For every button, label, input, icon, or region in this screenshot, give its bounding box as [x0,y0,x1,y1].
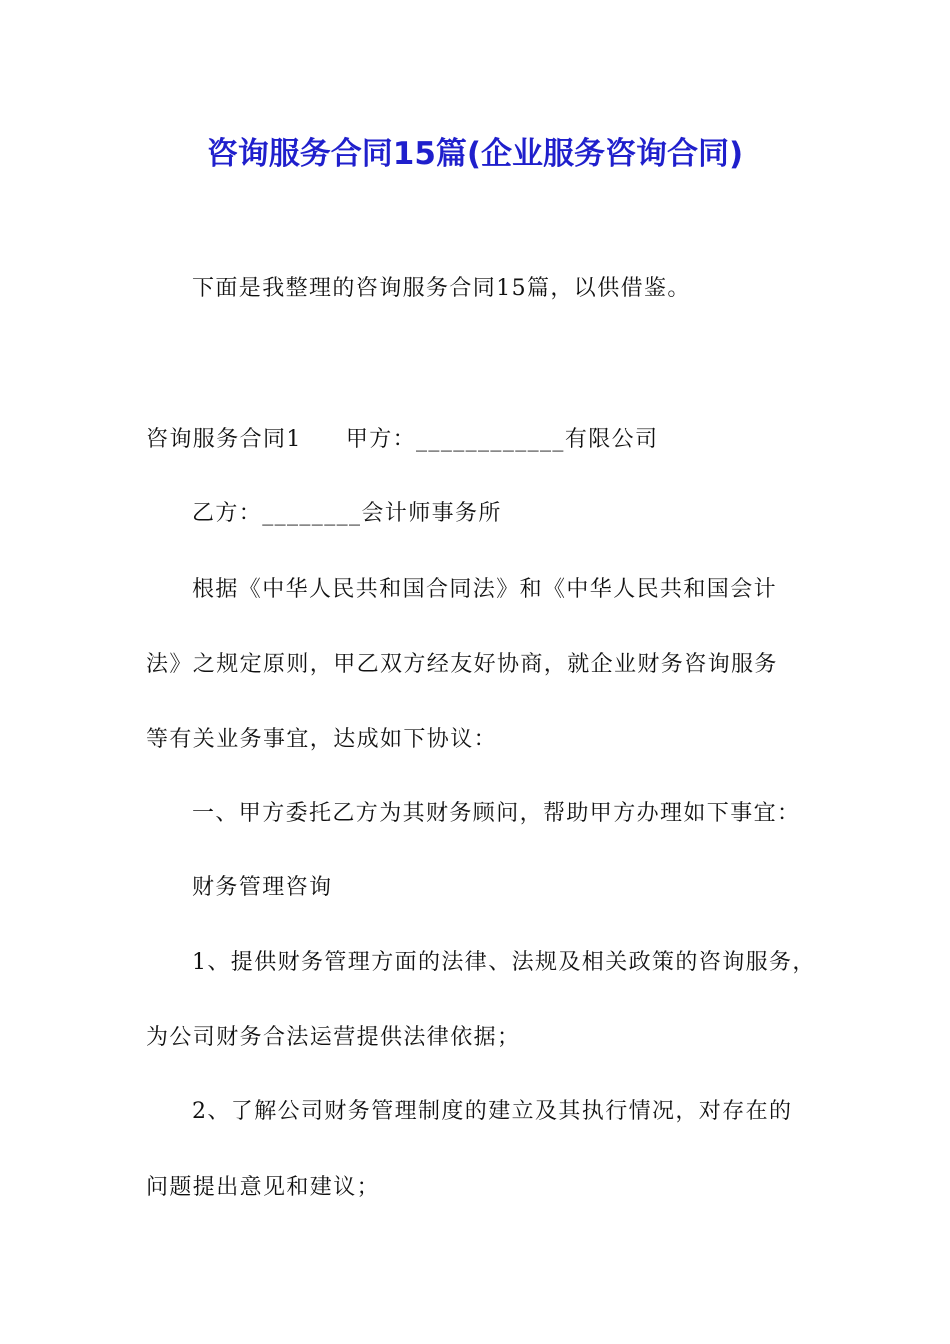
party-a-line: 甲方：____________有限公司 [345,427,659,452]
paragraph-line: 等有关业务事宜，达成如下协议： [146,727,498,752]
list-item-line: 问题提出意见和建议； [146,1175,381,1200]
paragraph-line: 根据《中华人民共和国合同法》和《中华人民共和国会计 [192,577,778,602]
intro-text: 下面是我整理的咨询服务合同15篇，以供借鉴。 [192,276,691,301]
section-heading: 财务管理咨询 [192,875,333,900]
paragraph-line: 法》之规定原则，甲乙双方经友好协商，就企业财务咨询服务 [146,652,778,677]
contract-heading-line [146,422,658,453]
list-item-line: 1、提供财务管理方面的法律、法规及相关政策的咨询服务， [192,950,816,975]
list-item-line: 2、了解公司财务管理制度的建立及其执行情况，对存在的 [192,1099,793,1124]
clause-line: 一、甲方委托乙方为其财务顾问，帮助甲方办理如下事宜： [192,801,801,826]
list-item-line: 为公司财务合法运营提供法律依据； [146,1025,521,1050]
party-b-line: 乙方：________会计师事务所 [192,501,502,526]
contract-heading: 咨询服务合同1 [146,427,302,452]
document-title: 咨询服务合同15篇(企业服务咨询合同) [206,136,744,172]
